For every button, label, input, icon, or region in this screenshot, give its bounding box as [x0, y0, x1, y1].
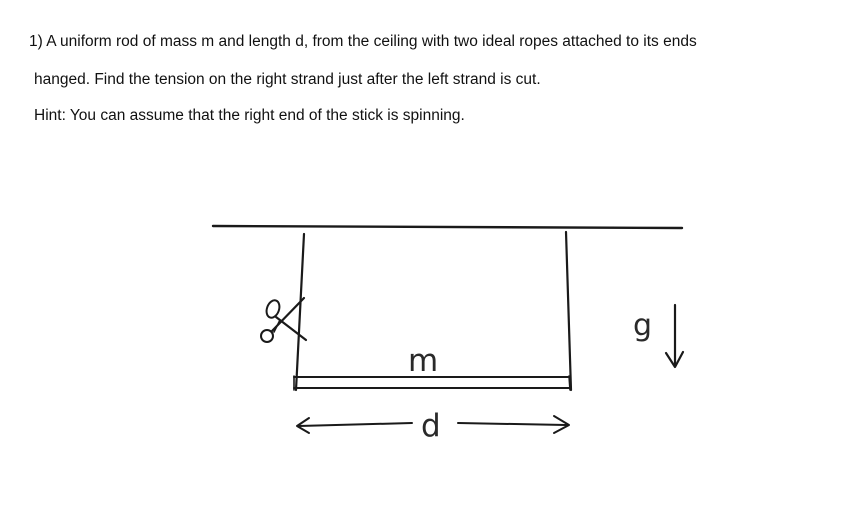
problem-text-line-2: hanged. Find the tension on the right strand just after the left strand is cut.	[34, 71, 541, 88]
length-label: d	[421, 408, 441, 444]
ceiling-line	[213, 226, 682, 228]
gravity-label: g	[633, 308, 653, 343]
left-rope	[296, 234, 304, 390]
mass-label: m	[408, 343, 439, 379]
hint-text: Hint: You can assume that the right end of the stick is spinning.	[34, 107, 465, 124]
problem-text-line-1: 1) A uniform rod of mass m and length d, from the ceiling with two ideal ropes attached to its ends	[29, 33, 697, 50]
gravity-arrow-icon	[666, 305, 683, 367]
right-rope	[566, 232, 571, 390]
